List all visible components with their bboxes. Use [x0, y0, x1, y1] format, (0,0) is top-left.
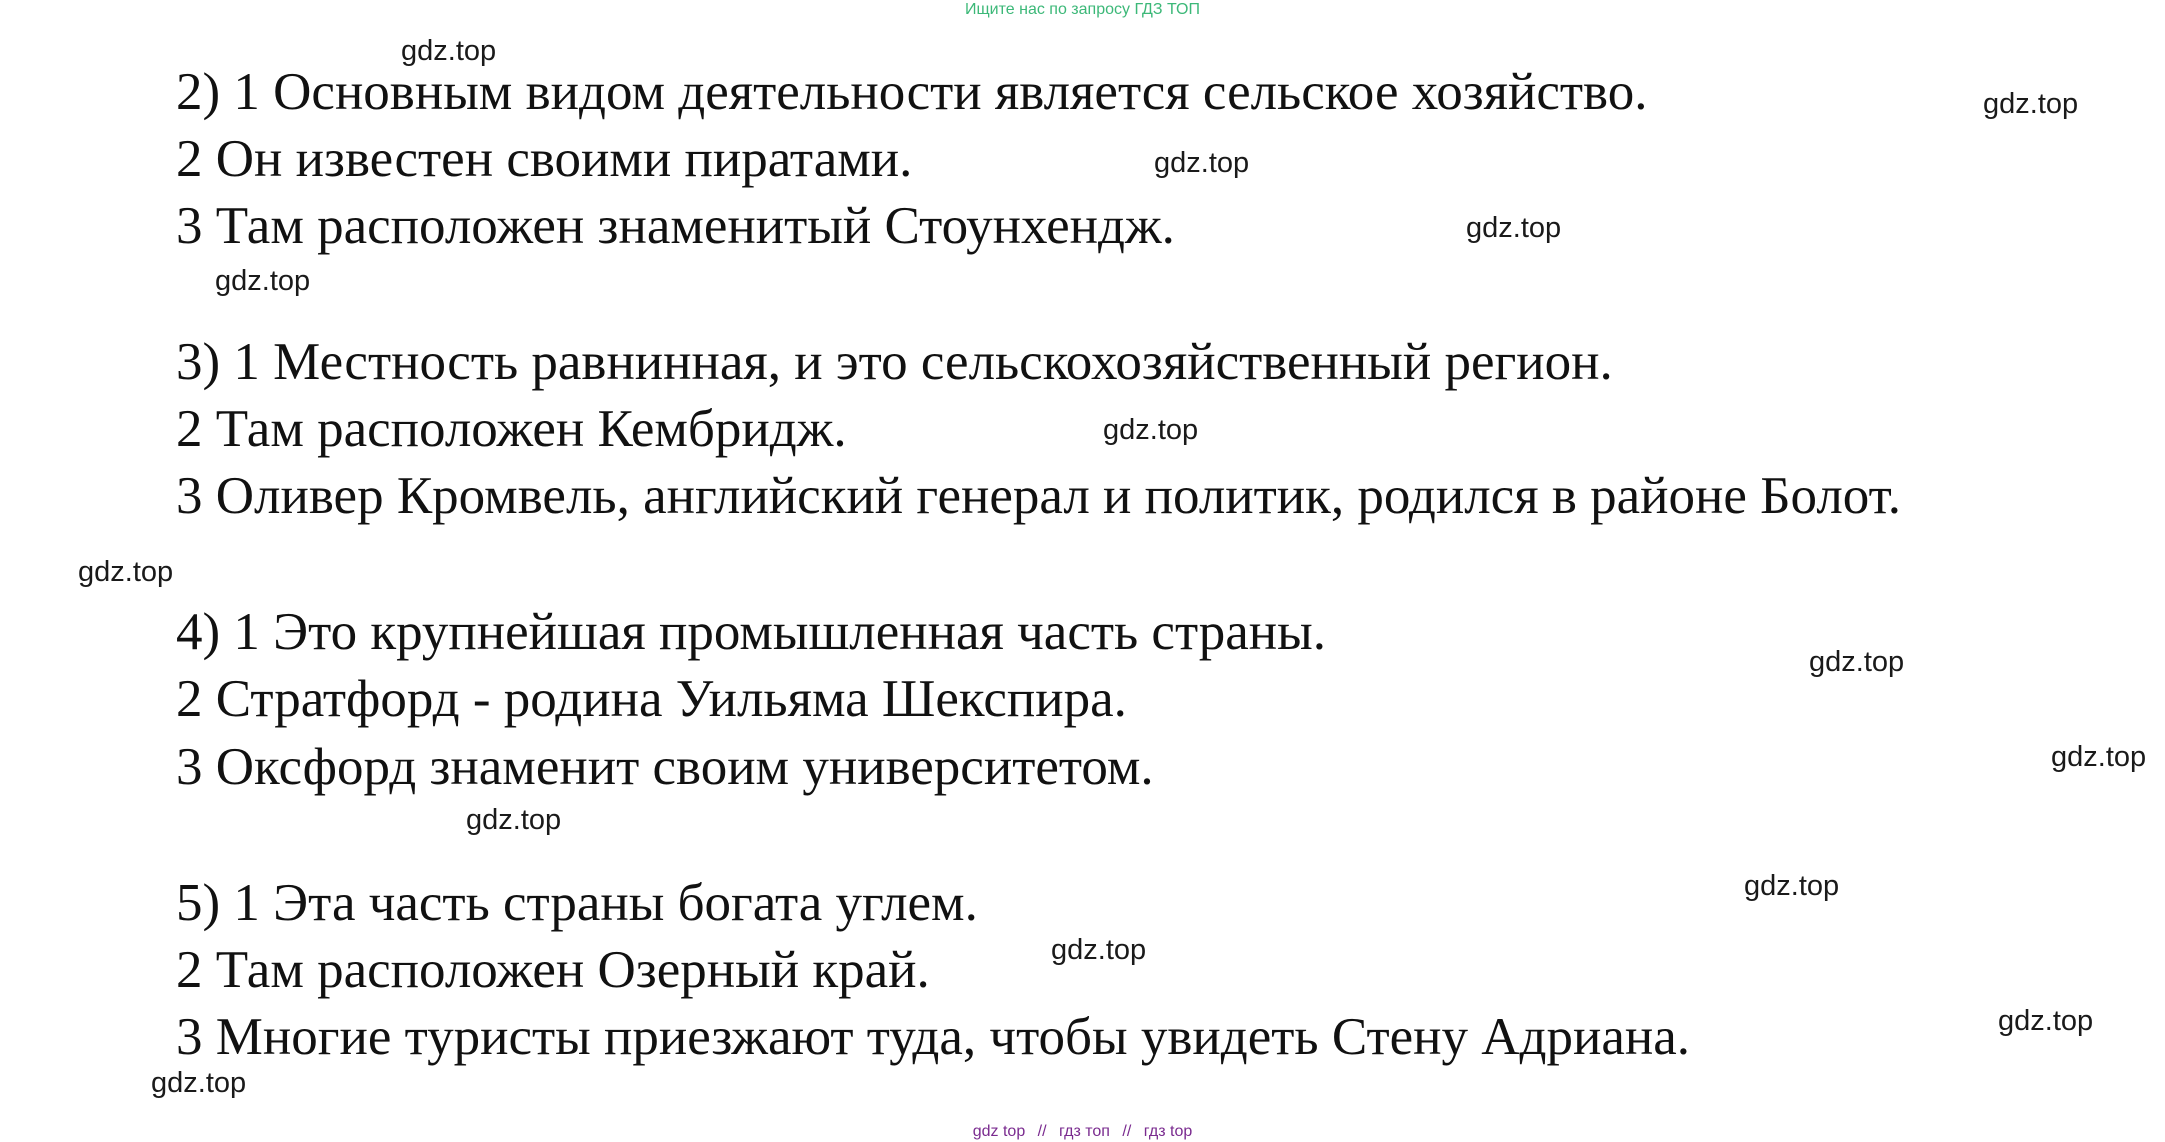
footer-link[interactable]: гдз top	[1143, 1123, 1193, 1140]
top-banner: Ищите нас по запросу ГДЗ ТОП	[965, 1, 1200, 18]
answer-line: 2 Он известен своими пиратами.	[176, 130, 913, 188]
answer-line: 2 Стратфорд - родина Уильяма Шекспира.	[176, 670, 1127, 728]
answer-line: 3 Многие туристы приезжают туда, чтобы увидеть Стену Адриана.	[176, 1008, 1691, 1066]
answer-line: 2 Там расположен Кембридж.	[176, 400, 847, 458]
footer-separator: //	[1037, 1123, 1047, 1140]
answer-line: 3 Оксфорд знаменит своим университетом.	[176, 738, 1154, 796]
footer-link[interactable]: gdz top	[972, 1123, 1026, 1140]
answer-line: 2) 1 Основным видом деятельности является сельское хозяйство.	[176, 63, 1648, 121]
watermark: gdz.top	[78, 556, 174, 588]
watermark: gdz.top	[215, 265, 311, 297]
watermark: gdz.top	[1103, 414, 1199, 446]
footer-link[interactable]: гдз топ	[1059, 1123, 1110, 1140]
answer-line: 3 Там расположен знаменитый Стоунхендж.	[176, 197, 1175, 255]
watermark: gdz.top	[1466, 212, 1562, 244]
watermark: gdz.top	[1154, 147, 1250, 179]
watermark: gdz.top	[2051, 741, 2147, 773]
footer-links	[0, 1122, 2165, 1142]
answer-line: 5) 1 Эта часть страны богата углем.	[176, 874, 978, 932]
watermark: gdz.top	[1809, 646, 1905, 678]
watermark: gdz.top	[401, 35, 497, 67]
watermark: gdz.top	[1051, 934, 1147, 966]
watermark: gdz.top	[466, 804, 562, 836]
watermark: gdz.top	[1998, 1005, 2094, 1037]
answer-line: 4) 1 Это крупнейшая промышленная часть страны.	[176, 603, 1327, 661]
watermark: gdz.top	[1744, 870, 1840, 902]
watermark: gdz.top	[1983, 88, 2079, 120]
answer-line: 2 Там расположен Озерный край.	[176, 941, 930, 999]
watermark: gdz.top	[151, 1067, 247, 1099]
answer-line: 3) 1 Местность равнинная, и это сельскохозяйственный регион.	[176, 333, 1613, 391]
footer-separator: //	[1122, 1123, 1132, 1140]
answer-line: 3 Оливер Кромвель, английский генерал и политик, родился в районе Болот.	[176, 467, 1902, 525]
